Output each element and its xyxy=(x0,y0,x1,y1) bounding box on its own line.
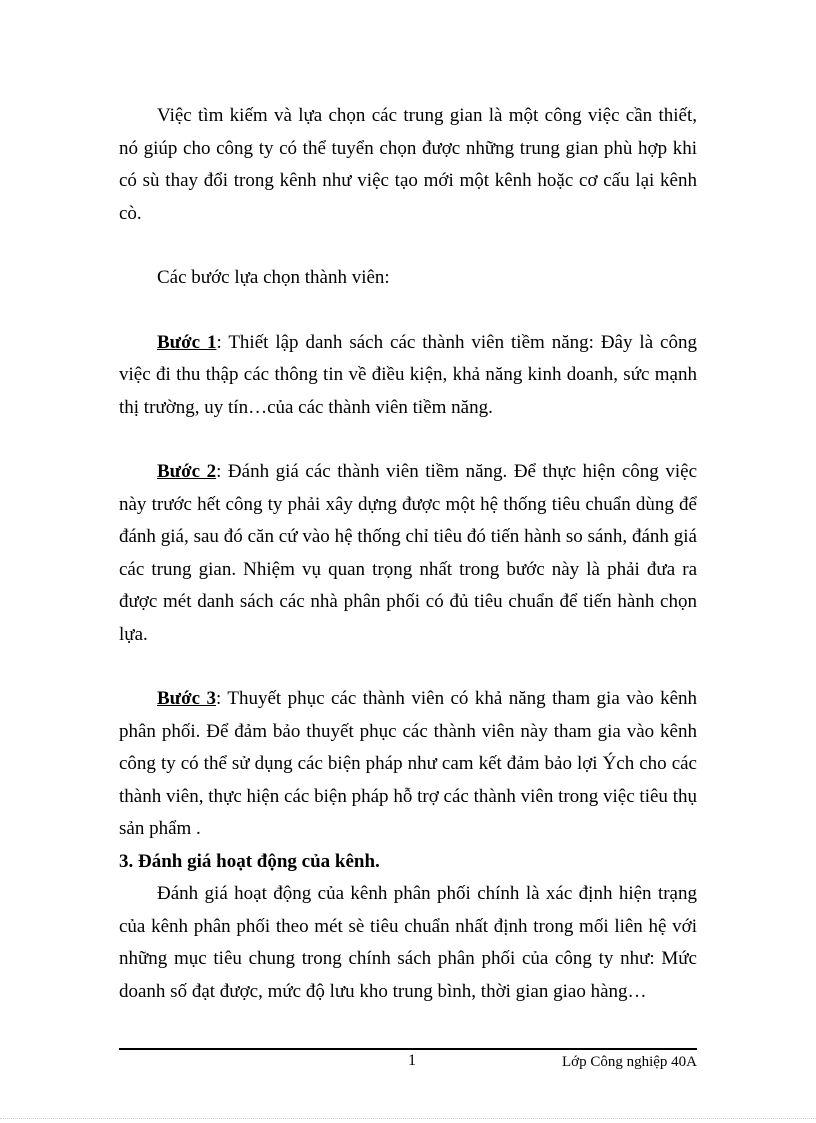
step-1-text: : Thiết lập danh sách các thành viên tiềm năng: Đây là công việc đi thu thập các thông tin về điều kiện, khả năng kinh doanh, sức mạnh thị trường, uy tín…của các thành viên tiềm năng. xyxy=(119,331,697,418)
step-2-paragraph xyxy=(119,456,697,651)
step-1-label: Bước 1 xyxy=(157,331,217,353)
step-3-label: Bước 3 xyxy=(157,688,216,709)
step-3-text: : Thuyết phục các thành viên có khả năng tham gia vào kênh phân phối. Để đảm bảo thuyết phục các thành viên này tham gia vào kênh công ty có thể sử dụng các biện pháp như cam kết đảm bảo lợi Ých cho các thành viên, thực hiện các biện pháp hỗ trợ các thành viên trong việc tiêu thụ sản phẩm . xyxy=(119,688,697,839)
page-number: 1 xyxy=(408,1052,416,1069)
step-2-label: Bước 2 xyxy=(157,461,217,482)
page-footer xyxy=(119,1052,697,1076)
step-1-paragraph xyxy=(119,327,697,425)
steps-intro: Các bước lựa chọn thành viên: xyxy=(157,267,390,288)
footer-divider xyxy=(119,1048,697,1050)
step-3-paragraph xyxy=(119,683,697,846)
page-content xyxy=(119,100,697,1008)
intro-paragraph: Việc tìm kiếm và lựa chọn các trung gian là một công việc cần thiết, nó giúp cho công ty có thể tuyển chọn được những trung gian phù hợp khi có sù thay đổi trong kênh như việc tạo mới một kênh hoặc cơ cấu lại kênh cò. xyxy=(119,105,697,224)
page-bottom-edge xyxy=(0,1118,816,1119)
section-heading: 3. Đánh giá hoạt động của kênh. xyxy=(119,850,380,872)
section-paragraph: Đánh giá hoạt động của kênh phân phối chính là xác định hiện trạng của kênh phân phối theo mét sè tiêu chuẩn nhất định trong mối liên hệ với những mục tiêu chung trong chính sách phân phối của công ty như: Mức doanh số đạt được, mức độ lưu kho trung bình, thời gian giao hàng… xyxy=(119,883,697,1002)
footer-class-label: Lớp Công nghiệp 40A xyxy=(561,1054,697,1070)
step-2-text: : Đánh giá các thành viên tiềm năng. Để thực hiện công việc này trước hết công ty phải xây dựng được một hệ thống tiêu chuẩn dùng để đánh giá, sau đó căn cứ vào hệ thống chỉ tiêu đó tiến hành so sánh, đánh giá các trung gian. Nhiệm vụ quan trọng nhất trong bước này là phải đưa ra được mét danh sách các nhà phân phối có đủ tiêu chuẩn để tiến hành chọn lựa. xyxy=(119,461,698,645)
